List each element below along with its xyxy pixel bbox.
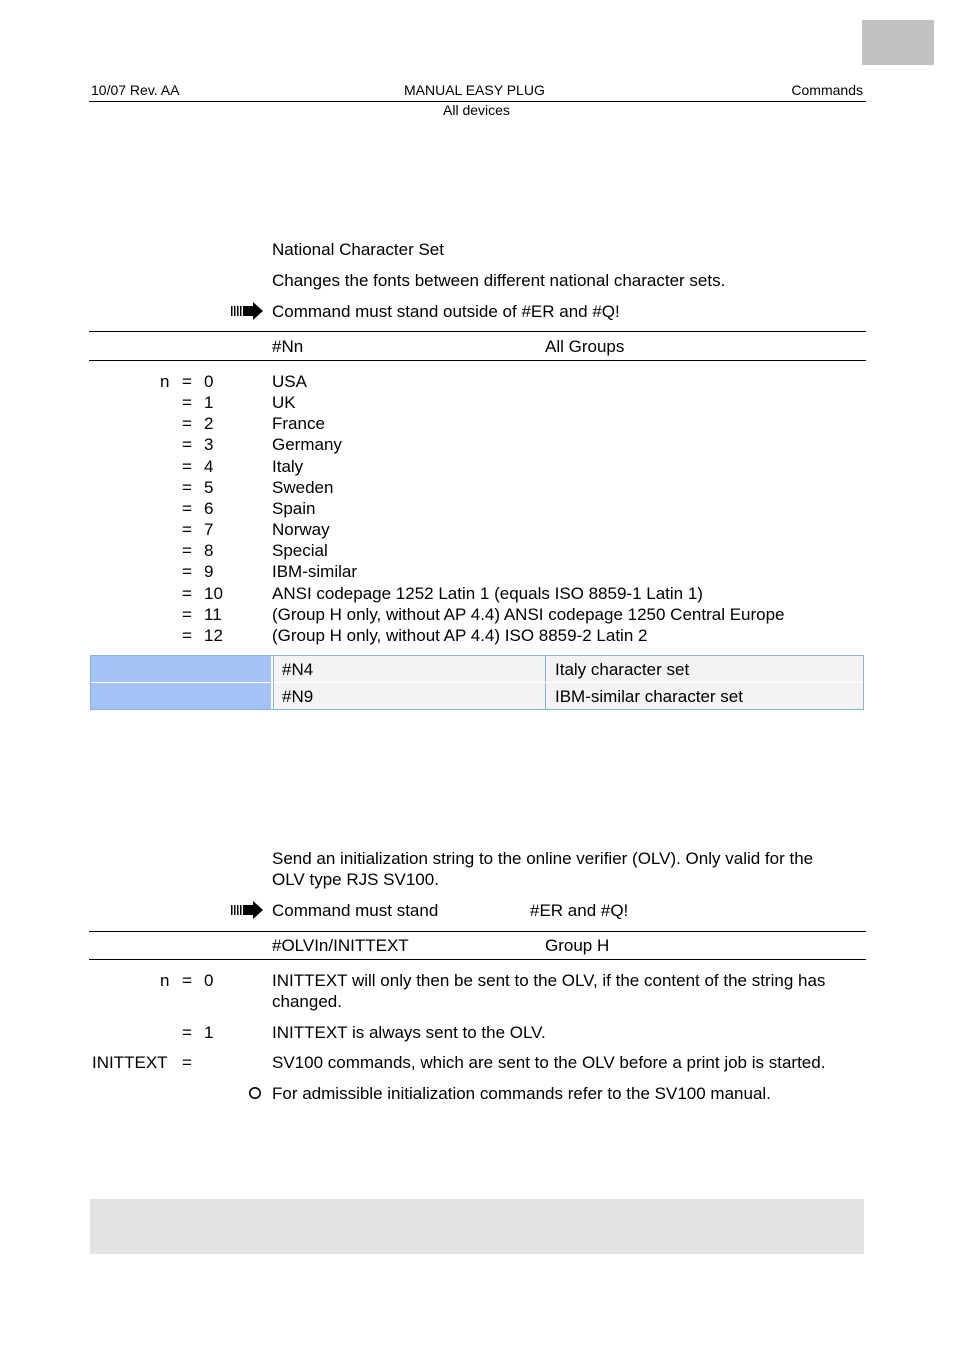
section1-syntax: #Nn [272,337,304,356]
section1-note: Command must stand outside of #ER and #Q! [272,302,620,321]
section1-title: National Character Set [272,240,444,259]
param-value: 0 [204,971,214,990]
param-description: Special [272,541,328,560]
param-description: France [272,414,325,433]
example-row [91,683,863,709]
param-description: Spain [272,499,316,518]
param-description: Germany [272,435,342,454]
example-label-cell [91,683,271,709]
header-title: MANUAL EASY PLUG [404,82,545,98]
header-subtitle: All devices [443,102,510,118]
example-command: #N9 [282,687,314,706]
param-value: 5 [204,478,214,497]
param-equals: = [182,541,192,560]
section1-syntax-bottom-rule [89,360,866,361]
param-description: INITTEXT will only then be sent to the OLV, if the content of the string has [272,971,826,990]
param-description: UK [272,393,296,412]
param-description: Norway [272,520,330,539]
param-description: INITTEXT is always sent to the OLV. [272,1023,546,1042]
param-description: ANSI codepage 1252 Latin 1 (equals ISO 8859-1 Latin 1) [272,584,703,603]
section1-groups: All Groups [545,337,625,356]
param-description: USA [272,372,307,391]
example-label-cell [91,656,271,682]
param-value: 8 [204,541,214,560]
param-description: SV100 commands, which are sent to the OLV before a print job is started. [272,1053,826,1072]
param-equals: = [182,520,192,539]
param-description: Italy [272,457,304,476]
param-equals: = [182,562,192,581]
section2-groups: Group H [545,936,610,955]
example-desc-cell [545,683,863,709]
page-tab-box [862,20,934,65]
param-value: 1 [204,1023,214,1042]
section1-examples-table [90,655,864,710]
hand-pointer-arrow-icon [231,901,263,919]
param-equals: = [182,1053,192,1072]
param-value: 3 [204,435,214,454]
param-name: n [160,971,170,990]
param-value: 12 [204,626,223,645]
section1-syntax-top-rule [89,331,866,332]
param-equals: = [182,626,192,645]
section2-bullet-text: For admissible initialization commands refer to the SV100 manual. [272,1084,771,1103]
param-equals: = [182,971,192,990]
param-value: 1 [204,393,214,412]
param-value: 10 [204,584,223,603]
param-description: (Group H only, without AP 4.4) ISO 8859-2 Latin 2 [272,626,648,645]
param-value: 6 [204,499,214,518]
param-description: (Group H only, without AP 4.4) ANSI codepage 1250 Central Europe [272,605,785,624]
section2-description-line2: OLV type RJS SV100. [272,870,439,889]
param-equals: = [182,414,192,433]
example-command: #N4 [282,660,314,679]
param-value: 0 [204,372,214,391]
param-equals: = [182,435,192,454]
param-equals: = [182,1023,192,1042]
section2-syntax: #OLVIn/INITTEXT [272,936,409,955]
param-value: 7 [204,520,214,539]
param-equals: = [182,605,192,624]
example-command-cell [273,656,545,682]
param-equals: = [182,478,192,497]
section2-note-right: #ER and #Q! [530,901,629,920]
section2-description-line1: Send an initialization string to the online verifier (OLV). Only valid for the [272,849,814,868]
param-equals: = [182,584,192,603]
section1-description: Changes the fonts between different national character sets. [272,271,726,290]
param-name: n [160,372,170,391]
param-description-continued: changed. [272,992,342,1011]
section2-syntax-top-rule [89,931,866,932]
param-value: 4 [204,457,214,476]
header-chapter: Commands [791,82,863,98]
param-description: IBM-similar [272,562,357,581]
param-equals: = [182,499,192,518]
section2-syntax-bottom-rule [89,959,866,960]
example-desc-cell [545,656,863,682]
param-value: 9 [204,562,214,581]
param-equals: = [182,393,192,412]
param-equals: = [182,372,192,391]
example-description: Italy character set [555,660,690,679]
example-command-cell [273,683,545,709]
hand-pointer-arrow-icon [231,302,263,320]
param-value: 11 [204,605,222,624]
section2-note-left: Command must stand [272,901,439,920]
param-equals: = [182,457,192,476]
page-footer-box [90,1199,864,1254]
example-description: IBM-similar character set [555,687,743,706]
param-value: 2 [204,414,214,433]
header-revision: 10/07 Rev. AA [91,82,180,98]
example-row [91,656,863,682]
param-name: INITTEXT [92,1053,168,1072]
open-circle-bullet-icon [248,1086,262,1100]
param-description: Sweden [272,478,334,497]
